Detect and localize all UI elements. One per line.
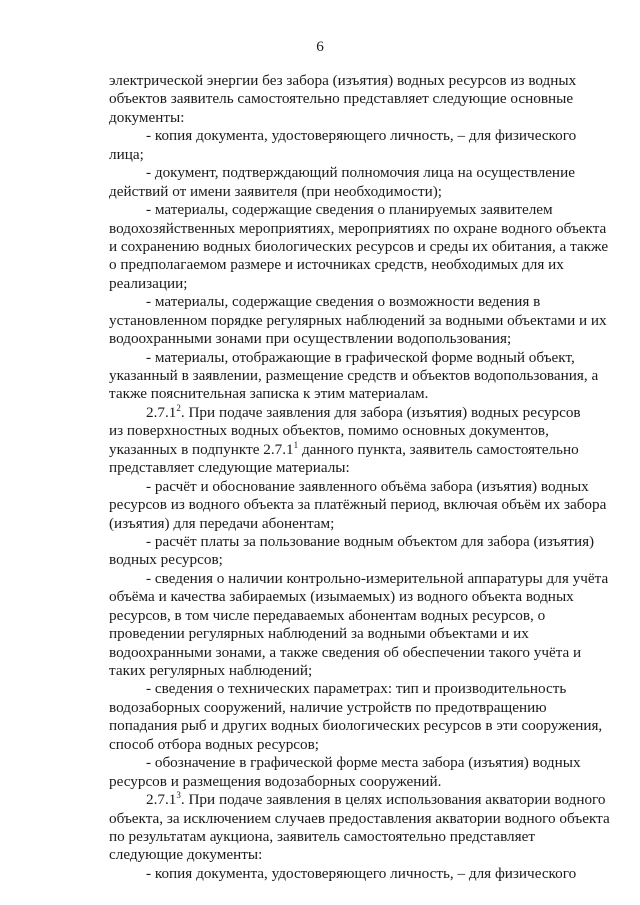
line-text: - материалы, содержащие сведения о возможности ведения в (146, 293, 541, 311)
text-line (109, 736, 605, 754)
line-text: объектов заявитель самостоятельно представляет следующие основные (109, 90, 574, 108)
line-text: - документ, подтверждающий полномочия лица на осуществление (146, 164, 575, 182)
text-line (109, 72, 605, 90)
text-line (109, 146, 605, 164)
text-line (109, 220, 605, 238)
text-line (109, 201, 605, 219)
text-line (109, 828, 605, 846)
line-text: 2.7.1 (146, 403, 177, 421)
text-line (109, 275, 605, 293)
text-line (109, 680, 605, 698)
line-text: о предполагаемом размере и источниках средств, необходимых для их (109, 256, 564, 274)
text-line (109, 809, 610, 828)
text-line (109, 551, 605, 569)
line-text: ресурсов, в том числе передаваемых абонентам водных ресурсов, о (109, 606, 546, 624)
line-text: - копия документа, удостоверяющего личность, – для физического (146, 864, 577, 882)
superscript: 1 (293, 439, 299, 450)
text-line (109, 109, 605, 127)
text-line (109, 183, 605, 201)
text-line (109, 717, 605, 735)
line-text: водохозяйственных мероприятиях, мероприятиях по охране водного объекта (109, 219, 607, 237)
line-text: указанный в заявлении, размещение средств и объектов водопользования, а (109, 367, 599, 384)
line-text-continued: . При подаче заявления для забора (изъятия) водных ресурсов (180, 403, 581, 421)
text-line (109, 865, 605, 883)
line-text: действий от имени заявителя (при необходимости); (109, 182, 443, 200)
text-line (109, 237, 609, 256)
line-text: водозаборных сооружений, наличие устройств по предотвращению (109, 698, 547, 716)
text-line (109, 441, 605, 459)
text-line (109, 791, 605, 809)
line-text: - расчёт и обоснование заявленного объёма забора (изъятия) водных (146, 477, 589, 495)
line-text: (изъятия) для передачи абонентам; (109, 514, 335, 532)
text-line (109, 754, 605, 772)
line-text: 2.7.1 (146, 791, 177, 809)
line-text: и сохранению водных биологических ресурсов и среды их обитания, а также (109, 237, 609, 255)
line-text: лица; (109, 145, 144, 163)
line-text-continued: данного пункта, заявитель самостоятельно (298, 440, 579, 458)
text-line (109, 256, 605, 274)
text-line (109, 367, 605, 385)
line-text-continued: . При подаче заявления в целях использования акватории водного (180, 791, 606, 809)
superscript: 2 (176, 402, 181, 413)
line-text: способ отбора водных ресурсов; (109, 735, 320, 753)
line-text: документы: (109, 108, 185, 126)
text-line (109, 607, 605, 625)
line-text: проведении регулярных наблюдений за водными объектами и их (109, 625, 529, 643)
text-line (109, 385, 605, 403)
text-line (109, 533, 605, 551)
text-line (109, 349, 605, 367)
line-text: ресурсов и размещения водозаборных сооружений. (109, 772, 442, 790)
line-text: - сведения о наличии контрольно-измерительной аппаратуры для учёта (146, 569, 609, 587)
text-line (109, 699, 605, 717)
line-text: - материалы, содержащие сведения о планируемых заявителем (146, 201, 553, 219)
text-line (109, 569, 609, 588)
text-line (109, 312, 605, 330)
text-line (109, 90, 605, 108)
line-text: - сведения о технических параметрах: тип и производительность (146, 680, 567, 698)
text-line (109, 330, 605, 348)
text-line (109, 662, 605, 680)
line-text: из поверхностных водных объектов, помимо основных документов, (109, 422, 549, 440)
text-line (109, 644, 605, 662)
line-text: попадания рыб и других водных биологических ресурсов в эти сооружения, (109, 717, 603, 735)
text-line (109, 459, 605, 477)
line-text: следующие документы: (109, 846, 263, 864)
page-number: 6 (316, 38, 324, 55)
text-line (109, 404, 605, 422)
line-text: представляет следующие материалы: (109, 459, 350, 477)
text-line (109, 846, 605, 864)
line-text: ресурсов из водного объекта за платёжный период, включая объём их забора (109, 496, 607, 514)
line-text: водоохранными зонами при осуществлении водопользования; (109, 330, 512, 348)
text-line (109, 127, 605, 145)
line-text: электрической энергии без забора (изъятия) водных ресурсов из водных (109, 72, 577, 89)
text-line (109, 588, 605, 606)
line-text: таких регулярных наблюдений; (109, 662, 313, 679)
line-text: - расчёт платы за пользование водным объектом для забора (изъятия) (146, 532, 595, 550)
line-text: - материалы, отображающие в графической форме водный объект, (146, 348, 575, 366)
line-text: объекта, за исключением случаев предоставления акватории водного объекта (109, 809, 610, 827)
line-text: указанных в подпункте 2.7.1 (109, 440, 294, 458)
superscript: 3 (176, 790, 181, 801)
text-line (109, 478, 605, 496)
text-line (109, 515, 605, 533)
text-line (109, 164, 605, 182)
line-text: - обозначение в графической форме места забора (изъятия) водных (146, 754, 581, 772)
line-text: установленном порядке регулярных наблюдений за водными объектами и их (109, 311, 607, 329)
document-body (109, 72, 610, 883)
line-text: водных ресурсов; (109, 551, 223, 569)
text-line (109, 625, 605, 643)
line-text: также пояснительная записка к этим материалам. (109, 385, 429, 403)
text-line (109, 496, 605, 514)
line-text: водоохранными зонами, а также сведения об обеспечении такого учёта и (109, 643, 582, 661)
line-text: объёма и качества забираемых (изымаемых) из водного объекта водных (109, 588, 574, 606)
text-line (109, 773, 605, 791)
text-line (109, 293, 605, 311)
line-text: по результатам аукциона, заявитель самостоятельно представляет (109, 827, 535, 845)
line-text: реализации; (109, 274, 188, 292)
line-text: - копия документа, удостоверяющего личность, – для физического (146, 127, 577, 145)
text-line (109, 422, 605, 440)
